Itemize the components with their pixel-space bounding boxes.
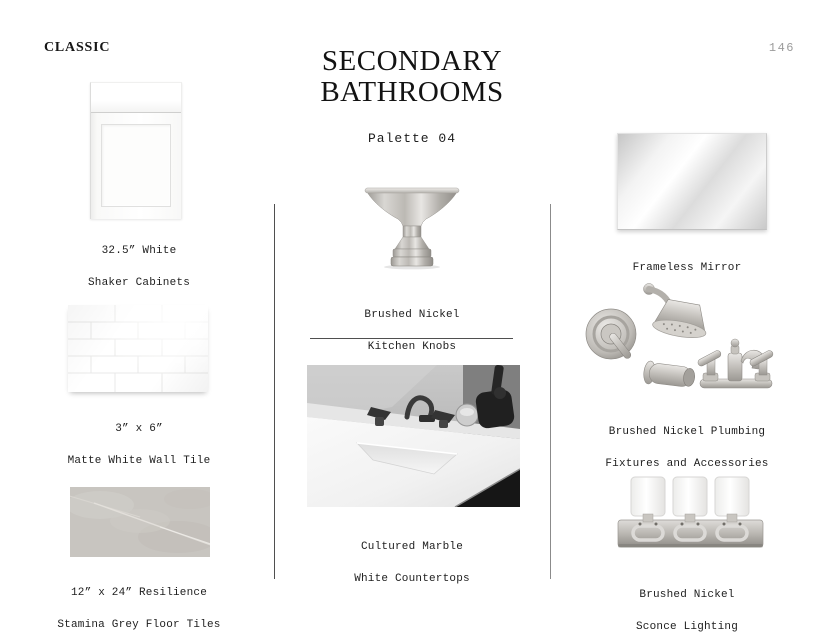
countertop-photo xyxy=(307,365,520,507)
page-title-line1: SECONDARY xyxy=(321,45,503,77)
sconce-light-image xyxy=(612,473,769,563)
caption-plumbing: Brushed Nickel Plumbing Fixtures and Accessories xyxy=(605,426,769,470)
floor-tile-image xyxy=(70,487,210,557)
caption-shaker-cabinets: 32.5” White Shaker Cabinets xyxy=(87,245,191,289)
grey-tile-graphic xyxy=(70,487,210,557)
caption-mirror: Frameless Mirror xyxy=(632,262,742,274)
collection-label: CLASSIC xyxy=(44,40,111,55)
caption-kitchen-knobs: Brushed Nickel Kitchen Knobs xyxy=(364,309,460,353)
caption-sconce: Brushed Nickel Sconce Lighting xyxy=(635,589,739,633)
page-number: 146 xyxy=(768,41,795,55)
caption-floor-tile: 12” x 24” Resilience Stamina Grey Floor Tiles xyxy=(57,587,221,631)
palette-subtitle: Palette 04 xyxy=(367,131,456,146)
column-divider-left xyxy=(274,204,275,579)
caption-countertops: Cultured Marble White Countertops xyxy=(354,541,470,585)
nickel-knob-image xyxy=(362,186,462,270)
wall-tile-image xyxy=(68,305,208,392)
caption-wall-tile: 3” x 6” Matte White Wall Tile xyxy=(67,423,211,467)
cabinet-drawer-front xyxy=(91,83,181,113)
frameless-mirror-image xyxy=(617,133,767,230)
plumbing-fixtures-image xyxy=(585,281,797,403)
column-divider-right xyxy=(550,204,551,579)
shaker-cabinet-image xyxy=(90,82,182,219)
tile-sheen-overlay xyxy=(68,305,208,392)
cabinet-door-panel xyxy=(101,124,171,207)
page-title-line2: BATHROOMS xyxy=(320,76,504,108)
page-title xyxy=(237,46,587,108)
